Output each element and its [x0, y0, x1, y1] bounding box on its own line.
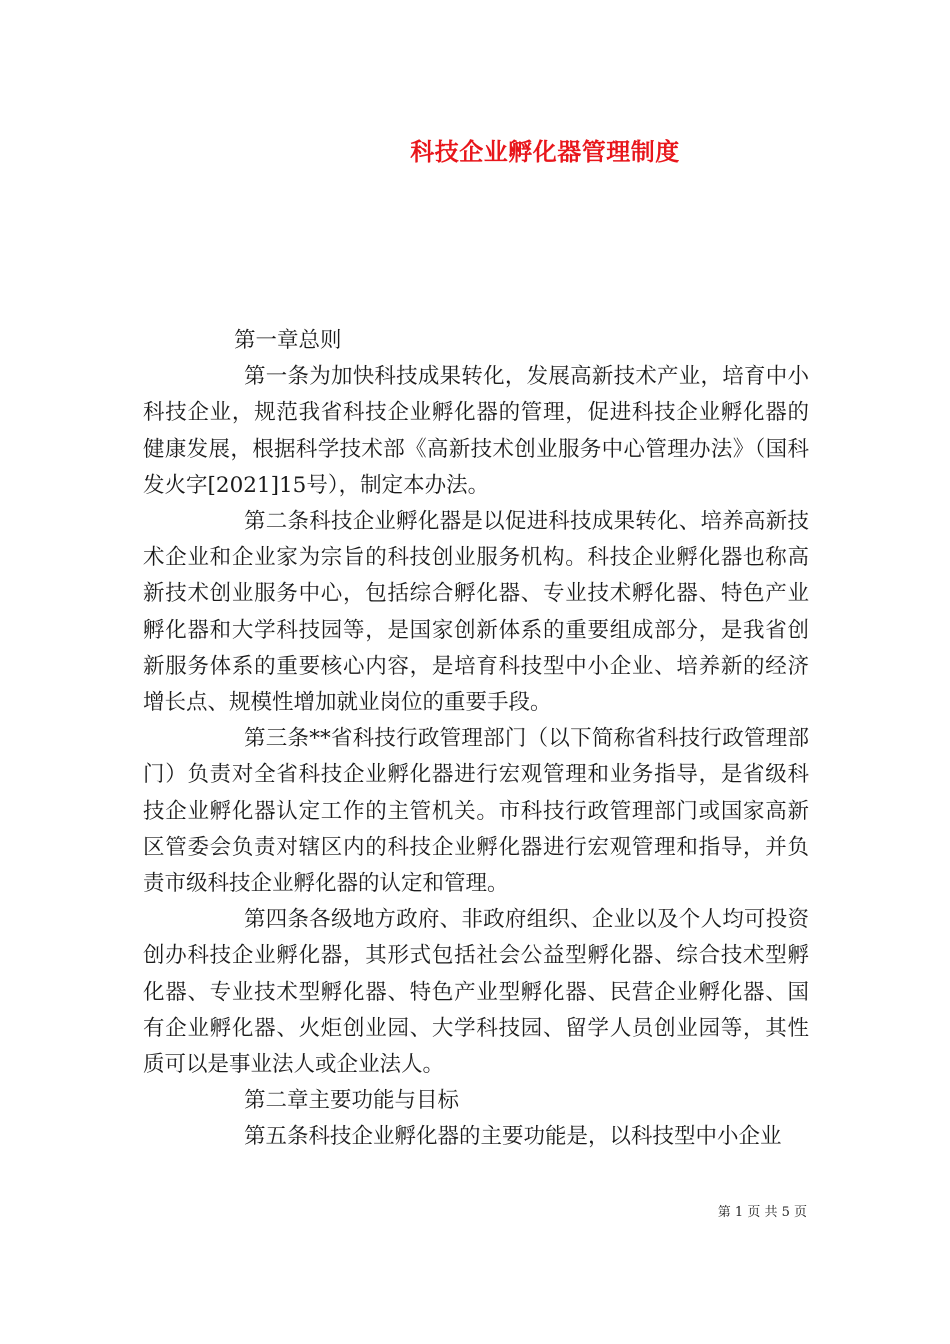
chapter-2-heading: 第二章主要功能与目标	[244, 1088, 460, 1114]
article-3: 第三条**省科技行政管理部门（以下简称省科技行政管理部门）负责对全省科技企业孵化器进行宏观管理和业务指导，是省级科技企业孵化器认定工作的主管机关。市科技行政管理部门或国家高新区管委会负责对辖区内的科技企业孵化器进行宏观管理和指导，并负责市级科技企业孵化器的认定和管理。	[143, 726, 809, 897]
article-4: 第四条各级地方政府、非政府组织、企业以及个人均可投资创办科技企业孵化器，其形式包括社会公益型孵化器、综合技术型孵化器、专业技术型孵化器、特色产业型孵化器、民营企业孵化器、国有企业孵化器、火炬创业园、大学科技园、留学人员创业园等，其性质可以是事业法人或企业法人。	[143, 907, 809, 1078]
article-2: 第二条科技企业孵化器是以促进科技成果转化、培养高新技术企业和企业家为宗旨的科技创业服务机构。科技企业孵化器也称高新技术创业服务中心，包括综合孵化器、专业技术孵化器、特色产业孵化器和大学科技园等，是国家创新体系的重要组成部分，是我省创新服务体系的重要核心内容，是培育科技型中小企业、培养新的经济增长点、规模性增加就业岗位的重要手段。	[143, 509, 809, 716]
article-1: 第一条为加快科技成果转化，发展高新技术产业，培育中小科技企业，规范我省科技企业孵化器的管理，促进科技企业孵化器的健康发展，根据科学技术部《高新技术创业服务中心管理办法》（国科发火字[2021]15号），制定本办法。	[143, 364, 809, 498]
chapter-1-heading: 第一章总则	[234, 328, 342, 353]
document-body	[143, 323, 809, 1156]
article-5: 第五条科技企业孵化器的主要功能是，以科技型中小企业	[244, 1124, 782, 1150]
document-title: 科技企业孵化器管理制度	[410, 137, 680, 166]
page-number: 第 1 页 共 5 页	[717, 1205, 807, 1220]
